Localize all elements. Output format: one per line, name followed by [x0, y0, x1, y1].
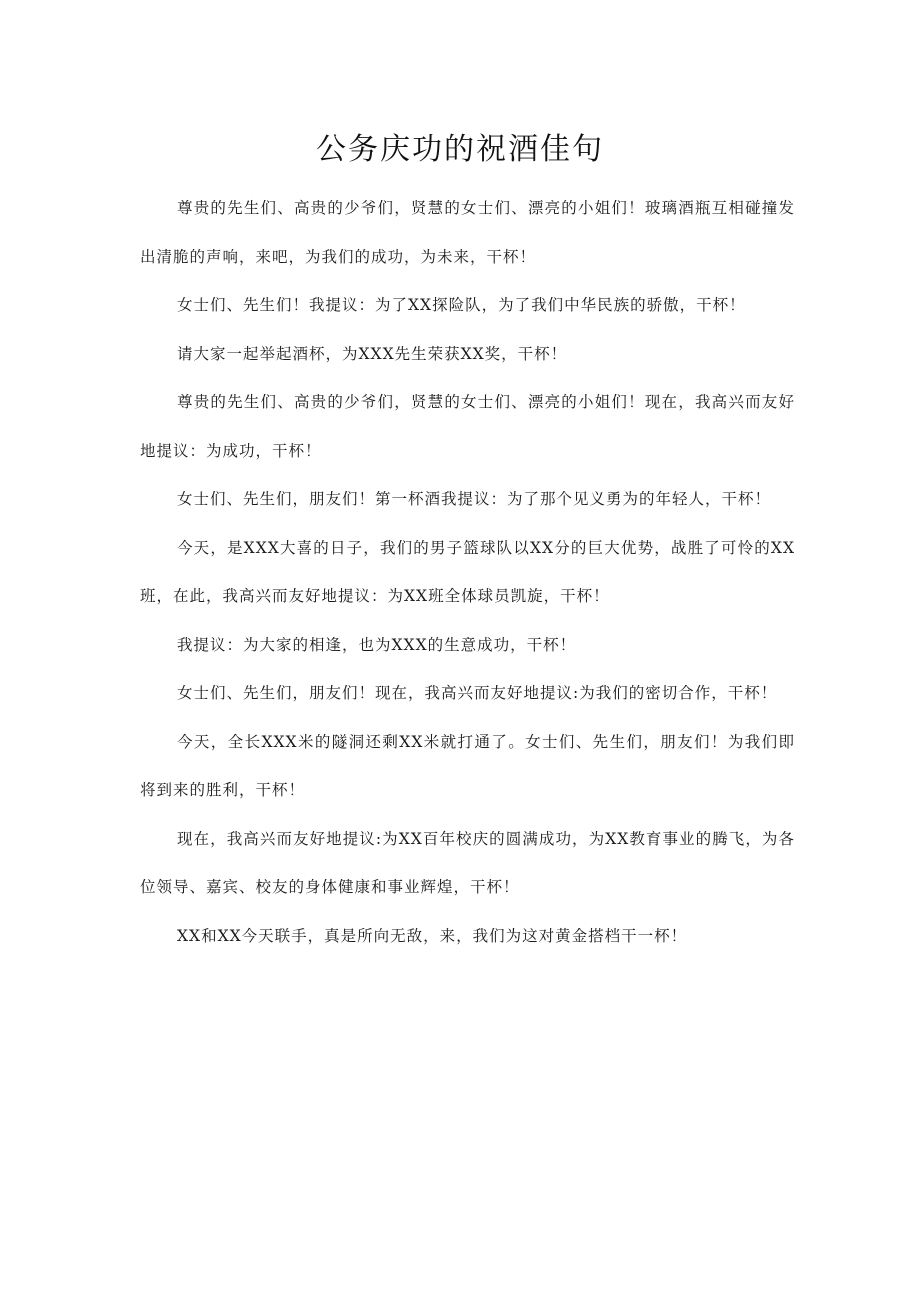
- paragraph: 我提议：为大家的相逢，也为XXX的生意成功，干杯！: [177, 635, 577, 654]
- paragraph: 尊贵的先生们、高贵的少爷们，贤慧的女士们、漂亮的小姐们！玻璃酒瓶互相碰撞发出清脆的声响，来吧，为我们的成功，为未来，干杯！: [140, 199, 795, 266]
- paragraph: 尊贵的先生们、高贵的少爷们，贤慧的女士们、漂亮的小姐们！现在，我高兴而友好地提议：为成功，干杯！: [140, 393, 795, 460]
- paragraph: XX和XX今天联手，真是所向无敌，来，我们为这对黄金搭档干一杯！: [177, 926, 688, 945]
- paragraph: 女士们、先生们，朋友们！现在，我高兴而友好地提议:为我们的密切合作，干杯！: [177, 684, 778, 702]
- paragraph: 现在，我高兴而友好地提议:为XX百年校庆的圆满成功，为XX教育事业的腾飞，为各位领导、嘉宾、校友的身体健康和事业辉煌，干杯！: [140, 829, 795, 896]
- paragraph: 请大家一起举起酒杯，为XXX先生荣获XX奖，干杯！: [177, 344, 568, 363]
- document-title: 公务庆功的祝酒佳句: [316, 132, 604, 167]
- paragraph: 今天，全长XXX米的隧洞还剩XX米就打通了。女士们、先生们，朋友们！为我们即将到来的胜利，干杯！: [140, 732, 795, 799]
- paragraph: 今天，是XXX大喜的日子，我们的男子篮球队以XX分的巨大优势，战胜了可怜的XX班，在此，我高兴而友好地提议：为XX班全体球员凯旋，干杯！: [140, 538, 795, 605]
- paragraph: 女士们、先生们！我提议：为了XX探险队，为了我们中华民族的骄傲，干杯！: [177, 296, 746, 314]
- paragraph: 女士们、先生们，朋友们！第一杯酒我提议：为了那个见义勇为的年轻人，干杯！: [177, 490, 772, 508]
- document-body: [140, 184, 795, 960]
